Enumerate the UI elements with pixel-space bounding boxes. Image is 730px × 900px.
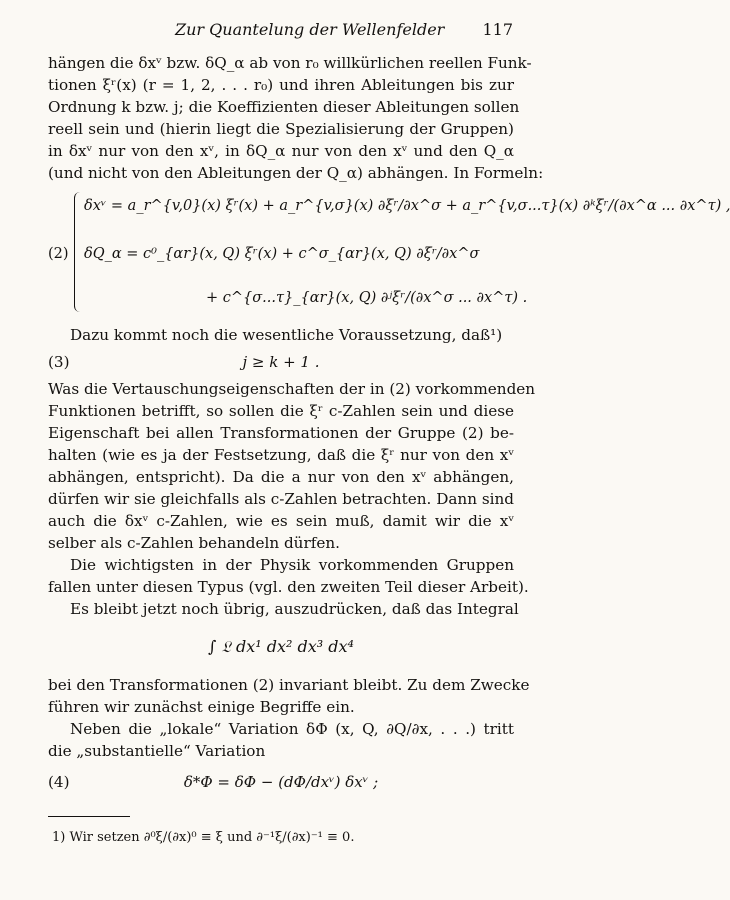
- text-line: Was die Vertauschungseigenschaften der in (2) vorkommenden: [48, 380, 536, 398]
- text-line: führen wir zunächst einige Begriffe ein.: [48, 698, 355, 716]
- footnote-rule: [48, 816, 130, 817]
- paragraph-4: [48, 554, 529, 598]
- text-line: reell sein und (hierin liegt die Spezialisierung der Gruppen): [48, 120, 514, 138]
- text-line: (und nicht von den Ableitungen der Q_α) abhängen. In Formeln:: [48, 164, 544, 182]
- text-line: fallen unter diesen Typus (vgl. den zweiten Teil dieser Arbeit).: [48, 578, 529, 596]
- text-line: hängen die δxᵛ bzw. δQ_α ab von r₀ willkürlichen reellen Funk-: [48, 54, 532, 72]
- text-line: auch die δxᵛ c-Zahlen, wie es sein muß, damit wir die xᵛ: [48, 512, 514, 530]
- paragraph-5: Es bleibt jetzt noch übrig, auszudrücken, daß das Integral: [70, 600, 519, 618]
- running-title: Zur Quantelung der Wellenfelder: [175, 20, 445, 39]
- equation-number: (4): [48, 773, 70, 791]
- text-line: dürfen wir sie gleichfalls als c-Zahlen betrachten. Dann sind: [48, 490, 514, 508]
- equation-3: [48, 346, 514, 378]
- text-line: Eigenschaft bei allen Transformationen der Gruppe (2) be-: [48, 424, 514, 442]
- footnote: 1) Wir setzen ∂⁰ξ/(∂x)⁰ ≡ ξ und ∂⁻¹ξ/(∂x)⁻¹ ≡ 0.: [52, 830, 355, 845]
- equation-4: [48, 762, 514, 802]
- paragraph-3: [48, 378, 536, 554]
- text-line: tionen ξʳ(x) (r = 1, 2, . . . r₀) und ihren Ableitungen bis zur: [48, 76, 514, 94]
- text-line: halten (wie es ja der Festsetzung, daß die ξʳ nur von den xᵛ: [48, 446, 514, 464]
- paragraph-1: [48, 52, 544, 184]
- paragraph-2: Dazu kommt noch die wesentliche Voraussetzung, daß¹): [70, 326, 503, 344]
- equation-formula: j ≥ k + 1 .: [242, 353, 320, 371]
- text-line: Funktionen betrifft, so sollen die ξʳ c-Zahlen sein und diese: [48, 402, 514, 420]
- equation-number: (2): [48, 246, 69, 262]
- equation-line: δxᵛ = a_r^{v,0}(x) ξʳ(x) + a_r^{v,σ}(x) ∂ξʳ/∂x^σ + a_r^{v,σ...τ}(x) ∂ᵏξʳ/(∂x^α ... ∂x^τ) ,: [84, 198, 730, 214]
- text-line: die „substantielle“ Variation: [48, 742, 266, 760]
- text-line: Ordnung k bzw. j; die Koeffizienten dieser Ableitungen sollen: [48, 98, 520, 116]
- text-line: bei den Transformationen (2) invariant bleibt. Zu dem Zwecke: [48, 676, 530, 694]
- paragraph-7: [48, 718, 514, 762]
- text-line: Neben die „lokale“ Variation δΦ (x, Q, ∂Q/∂x, . . .) tritt: [70, 720, 514, 738]
- equation-formula: δ*Φ = δΦ − (dΦ/dxᵛ) δxᵛ ;: [183, 773, 379, 791]
- integral-formula: ∫ 𝔏 dx¹ dx² dx³ dx⁴: [208, 637, 354, 656]
- page-number: 117: [482, 20, 513, 39]
- text-line: selber als c-Zahlen behandeln dürfen.: [48, 534, 340, 552]
- main-text: [48, 52, 730, 853]
- page-header: [0, 20, 539, 42]
- equation-2: [48, 188, 730, 322]
- brace: [74, 192, 81, 312]
- equation-number: (3): [48, 353, 70, 371]
- equation-line: δQ_α = c⁰_{αr}(x, Q) ξʳ(x) + c^σ_{αr}(x, Q) ∂ξʳ/∂x^σ: [84, 246, 480, 262]
- paragraph-6: [48, 674, 530, 718]
- text-line: in δxᵛ nur von den xᵛ, in δQ_α nur von den xᵛ und den Q_α: [48, 142, 514, 160]
- equation-line: + c^{σ...τ}_{αr}(x, Q) ∂ʲξʳ/(∂x^σ ... ∂x^τ) .: [206, 290, 528, 306]
- text-line: Die wichtigsten in der Physik vorkommenden Gruppen: [70, 556, 514, 574]
- text-line: abhängen, entspricht). Da die a nur von den xᵛ abhängen,: [48, 468, 514, 486]
